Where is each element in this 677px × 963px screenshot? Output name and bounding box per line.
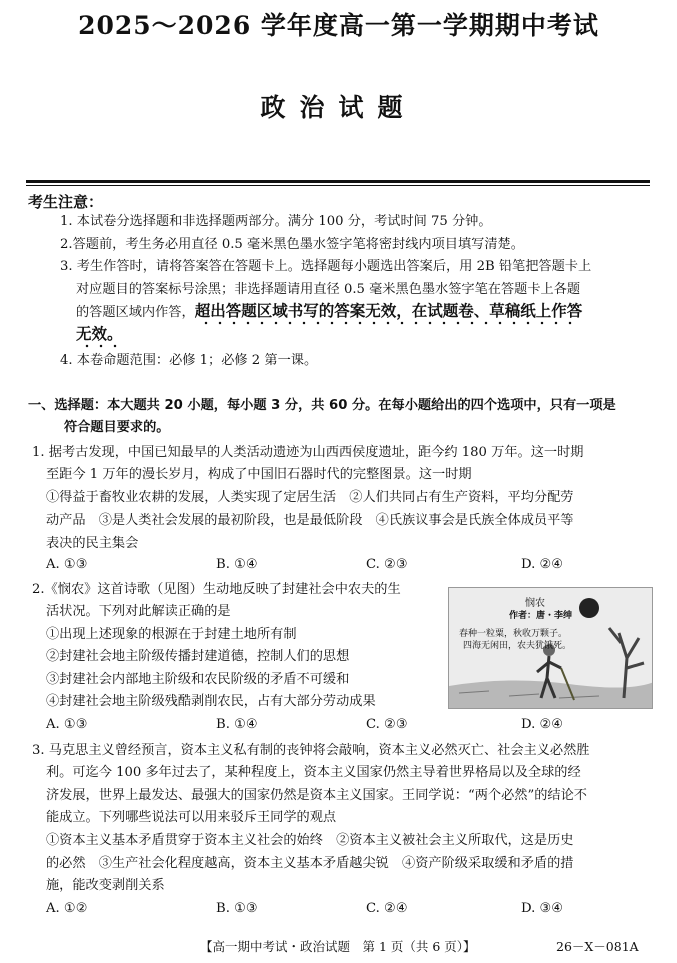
exam-title: 2025～2026 学年度高一第一学期期中考试 (78, 11, 599, 40)
q2-option-a: A. ①③ (46, 717, 88, 732)
figure-poem-line-2: 四海无闲田，农夫犹饿死。 (463, 641, 572, 651)
q1-option-d: D. ②④ (521, 557, 564, 572)
section-1-instruction-line-1: 一、选择题：本大题共 20 小题，每小题 3 分，共 60 分。在每小题给出的四个选项中，只有一项是 (28, 398, 616, 413)
header-rule-thin (26, 185, 650, 186)
q1-stem-line-2: 至距今 1 万年的漫长岁月，构成了中国旧石器时代的完整图景。这一时期 (46, 467, 472, 482)
q3-statement-line-3: 施，能改变剥削关系 (46, 878, 165, 893)
poem-illustration (448, 587, 653, 709)
q1-option-c: C. ②③ (366, 557, 408, 572)
notice-item-3-line-1: 3. 考生作答时，请将答案答在答题卡上。选择题每小题选出答案后，用 2B 铅笔把答题卡上 (60, 259, 592, 274)
q3-option-a: A. ①② (46, 901, 88, 916)
exam-subject: 政治试题 (260, 93, 417, 122)
q2-option-b: B. ①④ (216, 717, 258, 732)
q3-option-b: B. ①③ (216, 901, 258, 916)
q2-stem-line-1: 2.《悯农》这首诗歌（见图）生动地反映了封建社会中农夫的生 (32, 582, 401, 597)
page-footer: 【高一期中考试・政治试题 第 1 页（共 6 页）】 (200, 939, 476, 954)
figure-poem-author: 作者：唐・李绅 (509, 611, 573, 621)
q2-stem-line-2: 活状况。下列对此解读正确的是 (46, 604, 231, 619)
q2-statement-2: ②封建社会地主阶级传播封建道德，控制人们的思想 (46, 649, 350, 664)
q1-option-a: A. ①③ (46, 557, 88, 572)
section-1-instruction-line-2: 符合题目要求的。 (64, 420, 170, 435)
q1-option-b: B. ①④ (216, 557, 258, 572)
q3-statement-line-2: 的必然 ③生产社会化程度越高，资本主义基本矛盾越尖锐 ④资产阶级采取缓和矛盾的措 (46, 856, 574, 871)
q2-statement-4: ④封建社会地主阶级残酷剥削农民，占有大部分劳动成果 (46, 694, 376, 709)
q3-option-c: C. ②④ (366, 901, 408, 916)
notice-item-3-line-3 (76, 301, 582, 321)
notice-item-2: 2.答题前，考生务必用直径 0.5 毫米黑色墨水签字笔将密封线内项目填写清楚。 (60, 237, 524, 252)
header-rule-thick (26, 180, 650, 183)
q1-statement-line-3: 表决的民主集会 (46, 536, 139, 551)
q3-stem-line-1: 3. 马克思主义曾经预言，资本主义私有制的丧钟将会敲响，资本主义必然灭亡、社会主义必然胜 (32, 743, 590, 758)
notice-item-3-line-4 (76, 324, 123, 344)
q3-stem-line-4: 能成立。下列哪些说法可以用来驳斥王同学的观点 (46, 810, 337, 825)
notice-emphasis-1: 超出答题区域书写的答案无效，在试题卷、草稿纸上作答 (195, 302, 583, 326)
q3-stem-line-2: 利。可迄今 100 多年过去了，某种程度上，资本主义国家仍然主导着世界格局以及全球的经 (46, 765, 581, 780)
notice-heading: 考生注意： (28, 193, 104, 211)
q1-statement-line-2: 动产品 ③是人类社会发展的最初阶段，也是最低阶段 ④氏族议事会是氏族全体成员平等 (46, 513, 574, 528)
q2-option-d: D. ②④ (521, 717, 564, 732)
q1-stem-line-1: 1. 据考古发现，中国已知最早的人类活动遗迹为山西西侯度遗址，距今约 180 万年。这一时期 (32, 445, 584, 460)
figure-poem-line-1: 春种一粒粟，秋收万颗子。 (459, 629, 568, 639)
q2-option-c: C. ②③ (366, 717, 408, 732)
q3-stem-line-3: 济发展，世界上最发达、最强大的国家仍然是资本主义国家。王同学说：“两个必然”的结论不 (46, 788, 587, 803)
figure-poem-title: 悯农 (525, 598, 545, 609)
q1-statement-line-1: ①得益于畜牧业农耕的发展，人类实现了定居生活 ②人们共同占有生产资料，平均分配劳 (46, 490, 574, 505)
q2-statement-3: ③封建社会内部地主阶级和农民阶级的矛盾不可缓和 (46, 672, 350, 687)
notice-emphasis-2: 无效。 (76, 325, 123, 349)
q2-statement-1: ①出现上述现象的根源在于封建土地所有制 (46, 627, 297, 642)
notice-item-3-line-2: 对应题目的答案标号涂黑；非选择题请用直径 0.5 毫米黑色墨水签字笔在答题卡上各题 (76, 282, 581, 297)
notice-item-4: 4. 本卷命题范围：必修 1；必修 2 第一课。 (60, 353, 318, 368)
notice-item-3-line-3-text: 的答题区域内作答， (76, 305, 195, 320)
q3-option-d: D. ③④ (521, 901, 564, 916)
q3-statement-line-1: ①资本主义基本矛盾贯穿于资本主义社会的始终 ②资本主义被社会主义所取代，这是历史 (46, 833, 574, 848)
notice-item-1: 1. 本试卷分选择题和非选择题两部分。满分 100 分，考试时间 75 分钟。 (60, 214, 492, 229)
paper-code: 26－X－081A (556, 939, 639, 954)
